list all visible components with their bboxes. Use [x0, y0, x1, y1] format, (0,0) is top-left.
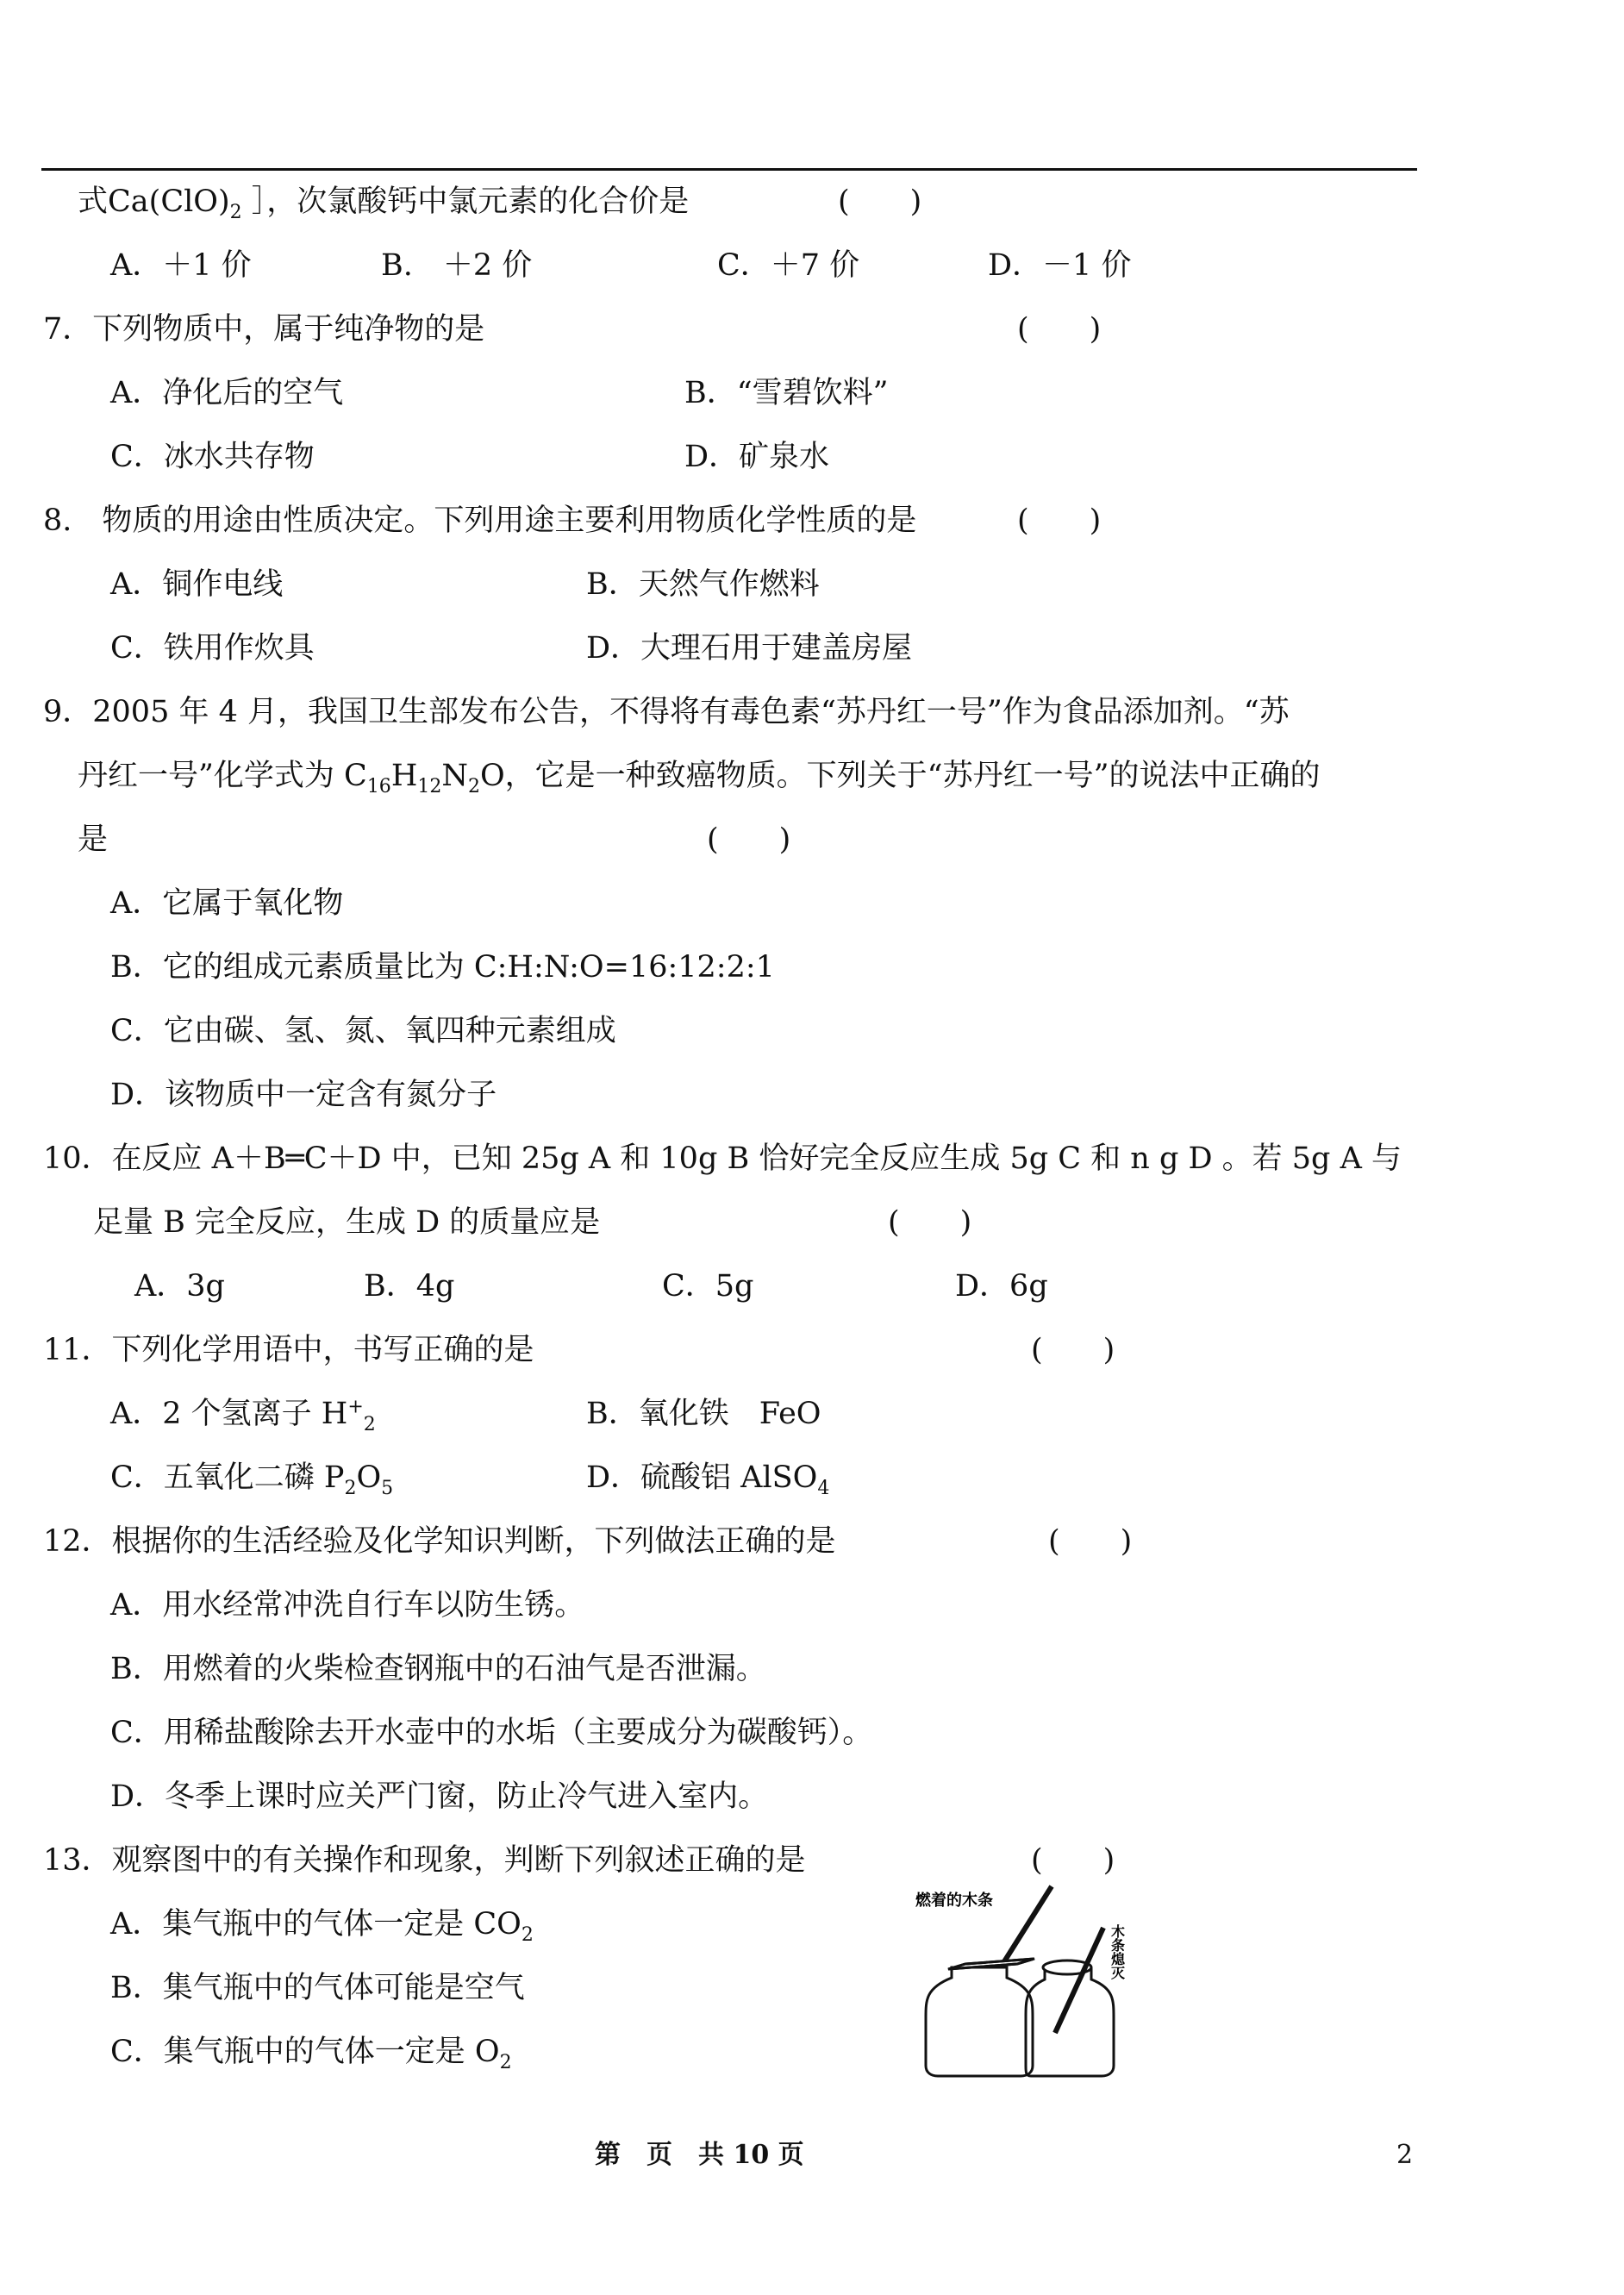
gas-jar-figure — [896, 1879, 1138, 2078]
q9-stem-line3: 是 — [78, 822, 109, 857]
q6-answer-paren: ( ) — [838, 184, 922, 219]
sudan-red-formula: $_{16}H_{12}N_2O$ — [366, 759, 505, 797]
q9-stem-line2: 丹红一号”化学式为 $C_{16}H_{12}N_2O$，它是一种致癌物质。下列关于“苏丹红一号”的说法中正确的 — [78, 759, 1321, 797]
q10-stem-line2: 足量 B 完全反应，生成 D 的质量应是 — [93, 1205, 601, 1240]
q13-answer-paren: ( ) — [1031, 1843, 1115, 1878]
q11-option-d: D．硫酸铝 AlSO$_4$ — [586, 1460, 830, 1499]
q8-option-a: A．铜作电线 — [110, 567, 284, 602]
q7-answer-paren: ( ) — [1017, 312, 1102, 347]
q12-option-c: C．用稀盐酸除去开水壶中的水垢（主要成分为碳酸钙）。 — [110, 1716, 873, 1750]
q7-stem: 7．下列物质中，属于纯净物的是 — [43, 312, 485, 347]
q12-option-d: D．冬季上课时应关严门窗，防止冷气进入室内。 — [110, 1779, 769, 1814]
gas-jar-left — [926, 1959, 1034, 2076]
q13-option-b: B．集气瓶中的气体可能是空气 — [110, 1971, 525, 2005]
q11-stem: 11．下列化学用语中，书写正确的是 — [43, 1333, 534, 1367]
q13-stem: 13．观察图中的有关操作和现象，判断下列叙述正确的是 — [43, 1843, 806, 1878]
q10-option-a: A．3g — [134, 1269, 225, 1304]
q8-answer-paren: ( ) — [1017, 503, 1102, 538]
q6-option-a: A．＋1 价 — [110, 248, 252, 283]
q9-option-b: B．它的组成元素质量比为 C:H:N:O=16:12:2:1 — [110, 950, 775, 985]
q10-option-c: C．5g — [662, 1269, 754, 1304]
q11-answer-paren: ( ) — [1031, 1333, 1115, 1367]
q10-option-d: D．6g — [955, 1269, 1048, 1304]
q11-option-c: C．五氧化二磷 $P_2O_5$ — [110, 1460, 394, 1499]
q10-answer-paren: ( ) — [888, 1205, 972, 1240]
header-rule — [41, 168, 1417, 171]
q7-option-b: B．“雪碧饮料” — [684, 376, 889, 410]
burning-splint-label: 燃着的木条 — [915, 1892, 993, 1910]
q9-option-d: D．该物质中一定含有氮分子 — [110, 1078, 497, 1112]
q10-option-b: B．4g — [364, 1269, 455, 1304]
q10-stem-line1: 10．在反应 A＋B═C＋D 中，已知 25g A 和 10g B 恰好完全反应生成 5g C 和 n g D 。若 5g A 与 — [43, 1141, 1402, 1176]
q12-option-b: B．用燃着的火柴检查钢瓶中的石油气是否泄漏。 — [110, 1652, 766, 1686]
gas-jar-right — [1026, 1960, 1114, 2076]
splint-out-label — [1109, 1924, 1126, 1980]
q7-option-a: A．净化后的空气 — [110, 376, 344, 410]
q13-option-a: A．集气瓶中的气体一定是 $CO_2$ — [110, 1907, 534, 1946]
q6-option-d: D．－1 价 — [988, 248, 1132, 283]
q6-option-b: B. ＋2 价 — [381, 248, 533, 283]
wooden-splint — [1002, 1886, 1052, 1966]
q11-option-a: A．2 个氢离子 $H^+_2$ — [110, 1396, 376, 1435]
q12-stem: 12．根据你的生活经验及化学知识判断，下列做法正确的是 — [43, 1524, 836, 1559]
q9-option-a: A．它属于氧化物 — [110, 886, 344, 921]
calcium-hypochlorite-formula: $Ca(ClO)_2$ — [108, 184, 242, 223]
svg-text:木条熄灭: 木条熄灭 — [1109, 1924, 1126, 1979]
q8-option-c: C．铁用作炊具 — [110, 631, 315, 666]
q12-option-a: A．用水经常冲洗自行车以防生锈。 — [110, 1588, 585, 1623]
q6-option-c: C．＋7 价 — [717, 248, 860, 283]
q9-answer-paren: ( ) — [707, 822, 791, 857]
q7-option-c: C．冰水共存物 — [110, 440, 315, 474]
q8-stem: 8. 物质的用途由性质决定。下列用途主要利用物质化学性质的是 — [43, 503, 917, 538]
q7-option-d: D．矿泉水 — [684, 440, 830, 474]
q8-option-d: D．大理石用于建盖房屋 — [586, 631, 913, 666]
q11-option-b: B．氧化铁 FeO — [586, 1397, 821, 1431]
q6-stem-line: 式$Ca(ClO)_2$ ］，次氯酸钙中氯元素的化合价是 — [78, 184, 690, 223]
page-footer: 第 页 共 10 页 — [595, 2140, 804, 2170]
page-number: 2 — [1396, 2140, 1414, 2170]
q8-option-b: B．天然气作燃料 — [586, 567, 820, 602]
q9-stem-line1: 9．2005 年 4 月，我国卫生部发布公告，不得将有毒色素“苏丹红一号”作为食品添加剂。“苏 — [43, 695, 1290, 729]
q12-answer-paren: ( ) — [1048, 1524, 1133, 1559]
q9-option-c: C．它由碳、氢、氮、氧四种元素组成 — [110, 1014, 616, 1048]
q13-option-c: C．集气瓶中的气体一定是 $O_2$ — [110, 2035, 512, 2073]
